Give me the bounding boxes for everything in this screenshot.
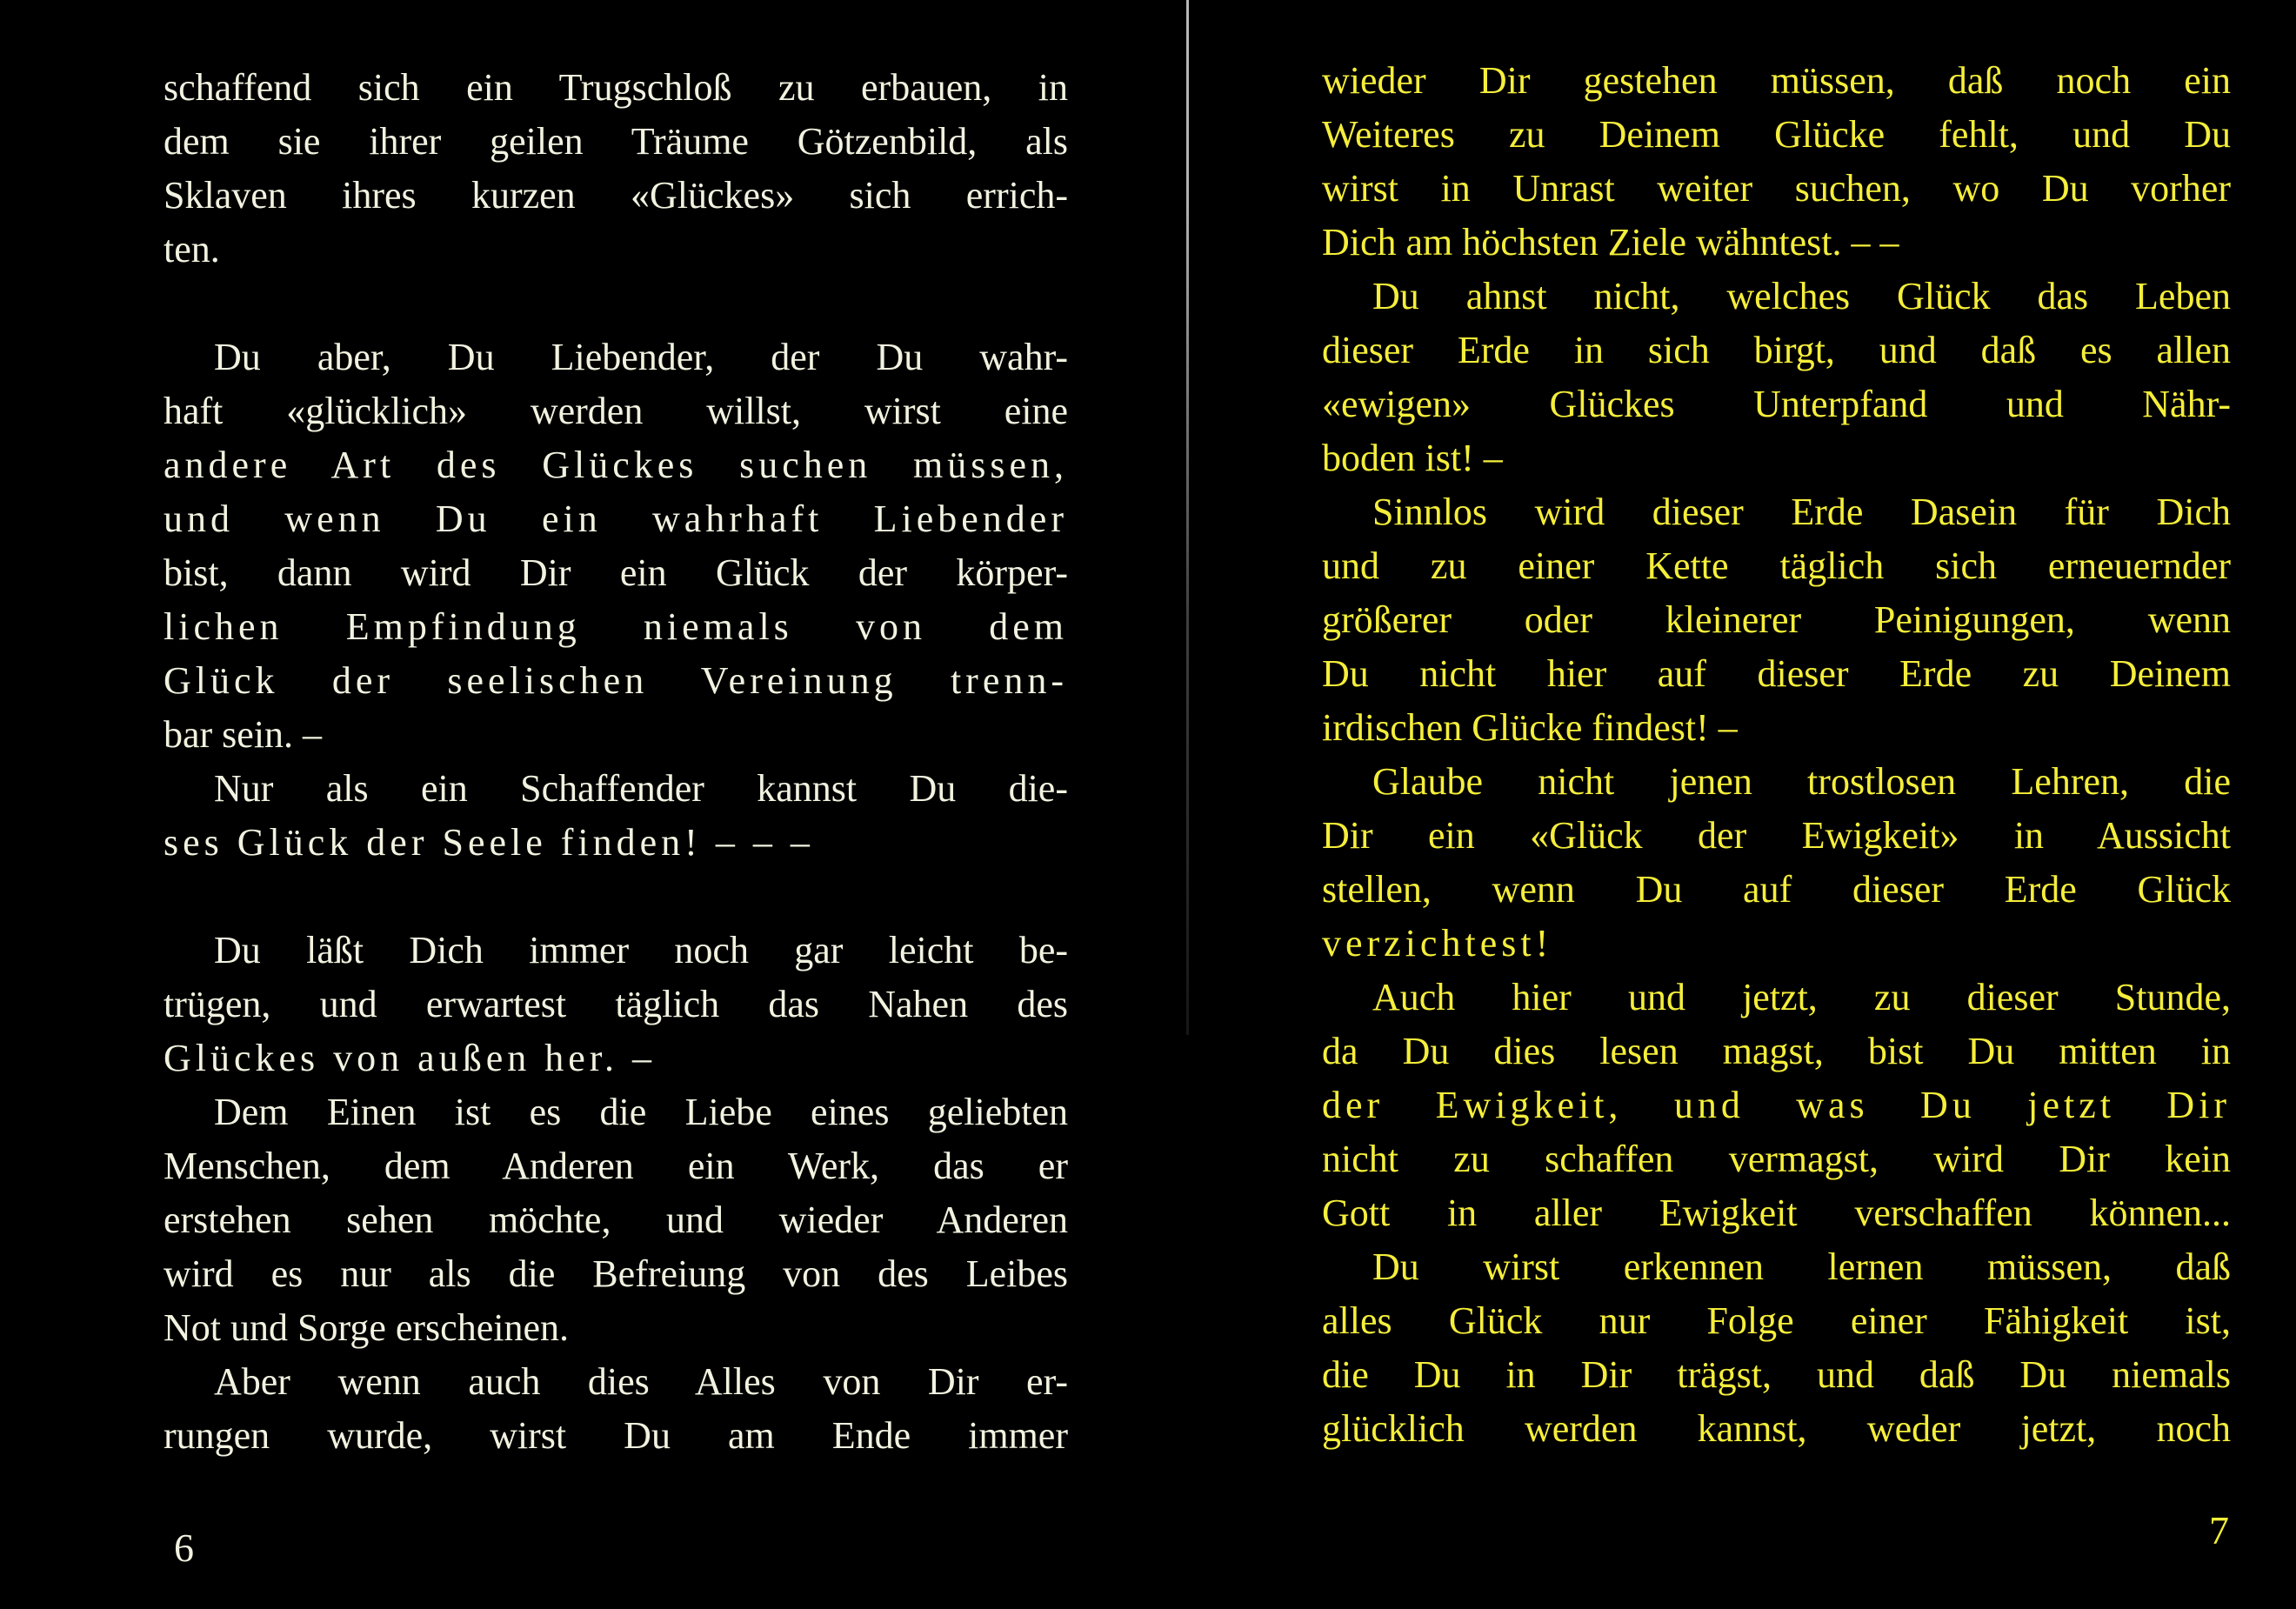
text-line: Menschen, dem Anderen ein Werk, das er [164, 1145, 1068, 1187]
text-line: erstehen sehen möchte, und wieder Anderen [164, 1198, 1068, 1241]
text-line: dem sie ihrer geilen Träume Götzenbild, als [164, 120, 1068, 163]
text-line: Weiteres zu Deinem Glücke fehlt, und Du [1322, 113, 2231, 156]
text-line: Glückes von außen her. – [164, 1037, 656, 1079]
text-line: alles Glück nur Folge einer Fähigkeit ist, [1322, 1299, 2231, 1342]
page-number-left: 6 [174, 1526, 194, 1570]
right-page [1322, 54, 2231, 1456]
page-number-right: 7 [2209, 1508, 2229, 1552]
text-line: Du ahnst nicht, welches Glück das Leben [1372, 275, 2231, 317]
book-gutter [1186, 0, 1189, 1035]
text-line: Aber wenn auch dies Alles von Dir er- [214, 1360, 1068, 1403]
text-line: lichen Empfindung niemals von dem [164, 605, 1068, 648]
text-line: Du läßt Dich immer noch gar leicht be- [214, 929, 1068, 971]
text-line: Du aber, Du Liebender, der Du wahr- [214, 336, 1068, 378]
text-line: ten. [164, 228, 220, 270]
text-line: nicht zu schaffen vermagst, wird Dir kein [1322, 1138, 2231, 1180]
text-line: haft «glücklich» werden willst, wirst eine [164, 390, 1068, 432]
left-page [164, 61, 1068, 1463]
text-line: Not und Sorge erscheinen. [164, 1306, 569, 1349]
text-line: bar sein. – [164, 713, 323, 756]
text-line: boden ist! – [1322, 437, 1503, 479]
text-line: Sklaven ihres kurzen «Glückes» sich errich- [164, 174, 1068, 217]
text-line: der Ewigkeit, und was Du jetzt Dir [1322, 1084, 2231, 1126]
text-line: Dir ein «Glück der Ewigkeit» in Aussicht [1322, 814, 2231, 857]
text-line: dieser Erde in sich birgt, und daß es allen [1322, 329, 2231, 371]
paragraph-gap [164, 277, 1068, 330]
text-line: wieder Dir gestehen müssen, daß noch ein [1322, 59, 2231, 102]
text-line: Gott in aller Ewigkeit verschaffen können... [1322, 1192, 2231, 1234]
text-line: wird es nur als die Befreiung von des Leibes [164, 1252, 1068, 1295]
text-line: und wenn Du ein wahrhaft Liebender [164, 497, 1068, 540]
text-line: glücklich werden kannst, weder jetzt, noch [1322, 1407, 2231, 1450]
text-line: bist, dann wird Dir ein Glück der körper- [164, 551, 1068, 594]
text-line: rungen wurde, wirst Du am Ende immer [164, 1414, 1068, 1457]
paragraph-gap [164, 870, 1068, 924]
text-line: Dich am höchsten Ziele wähntest. – – [1322, 221, 1899, 264]
text-line: Glaube nicht jenen trostlosen Lehren, die [1372, 760, 2231, 803]
text-line: stellen, wenn Du auf dieser Erde Glück [1322, 868, 2231, 911]
text-line: schaffend sich ein Trugschloß zu erbauen, in [164, 66, 1068, 109]
text-line: die Du in Dir trägst, und daß Du niemals [1322, 1353, 2231, 1396]
text-line: Auch hier und jetzt, zu dieser Stunde, [1372, 976, 2231, 1018]
text-line: Du nicht hier auf dieser Erde zu Deinem [1322, 652, 2231, 695]
text-line: irdischen Glücke findest! – [1322, 706, 1738, 749]
text-line: und zu einer Kette täglich sich erneuernder [1322, 544, 2231, 587]
text-line: verzichtest! [1322, 922, 1553, 965]
text-line: da Du dies lesen magst, bist Du mitten in [1322, 1030, 2231, 1072]
text-line: Glück der seelischen Vereinung trenn- [164, 659, 1068, 702]
text-line: trügen, und erwartest täglich das Nahen des [164, 983, 1068, 1025]
text-line: ses Glück der Seele finden! – – – [164, 821, 814, 864]
text-line: Sinnlos wird dieser Erde Dasein für Dich [1372, 491, 2231, 533]
text-line: «ewigen» Glückes Unterpfand und Nähr- [1322, 383, 2231, 425]
text-line: andere Art des Glückes suchen müssen, [164, 444, 1068, 486]
text-line: Du wirst erkennen lernen müssen, daß [1372, 1245, 2231, 1288]
text-line: größerer oder kleinerer Peinigungen, wenn [1322, 598, 2231, 641]
text-line: wirst in Unrast weiter suchen, wo Du vorher [1322, 167, 2231, 210]
text-line: Nur als ein Schaffender kannst Du die- [214, 767, 1068, 810]
text-line: Dem Einen ist es die Liebe eines geliebten [214, 1091, 1068, 1133]
